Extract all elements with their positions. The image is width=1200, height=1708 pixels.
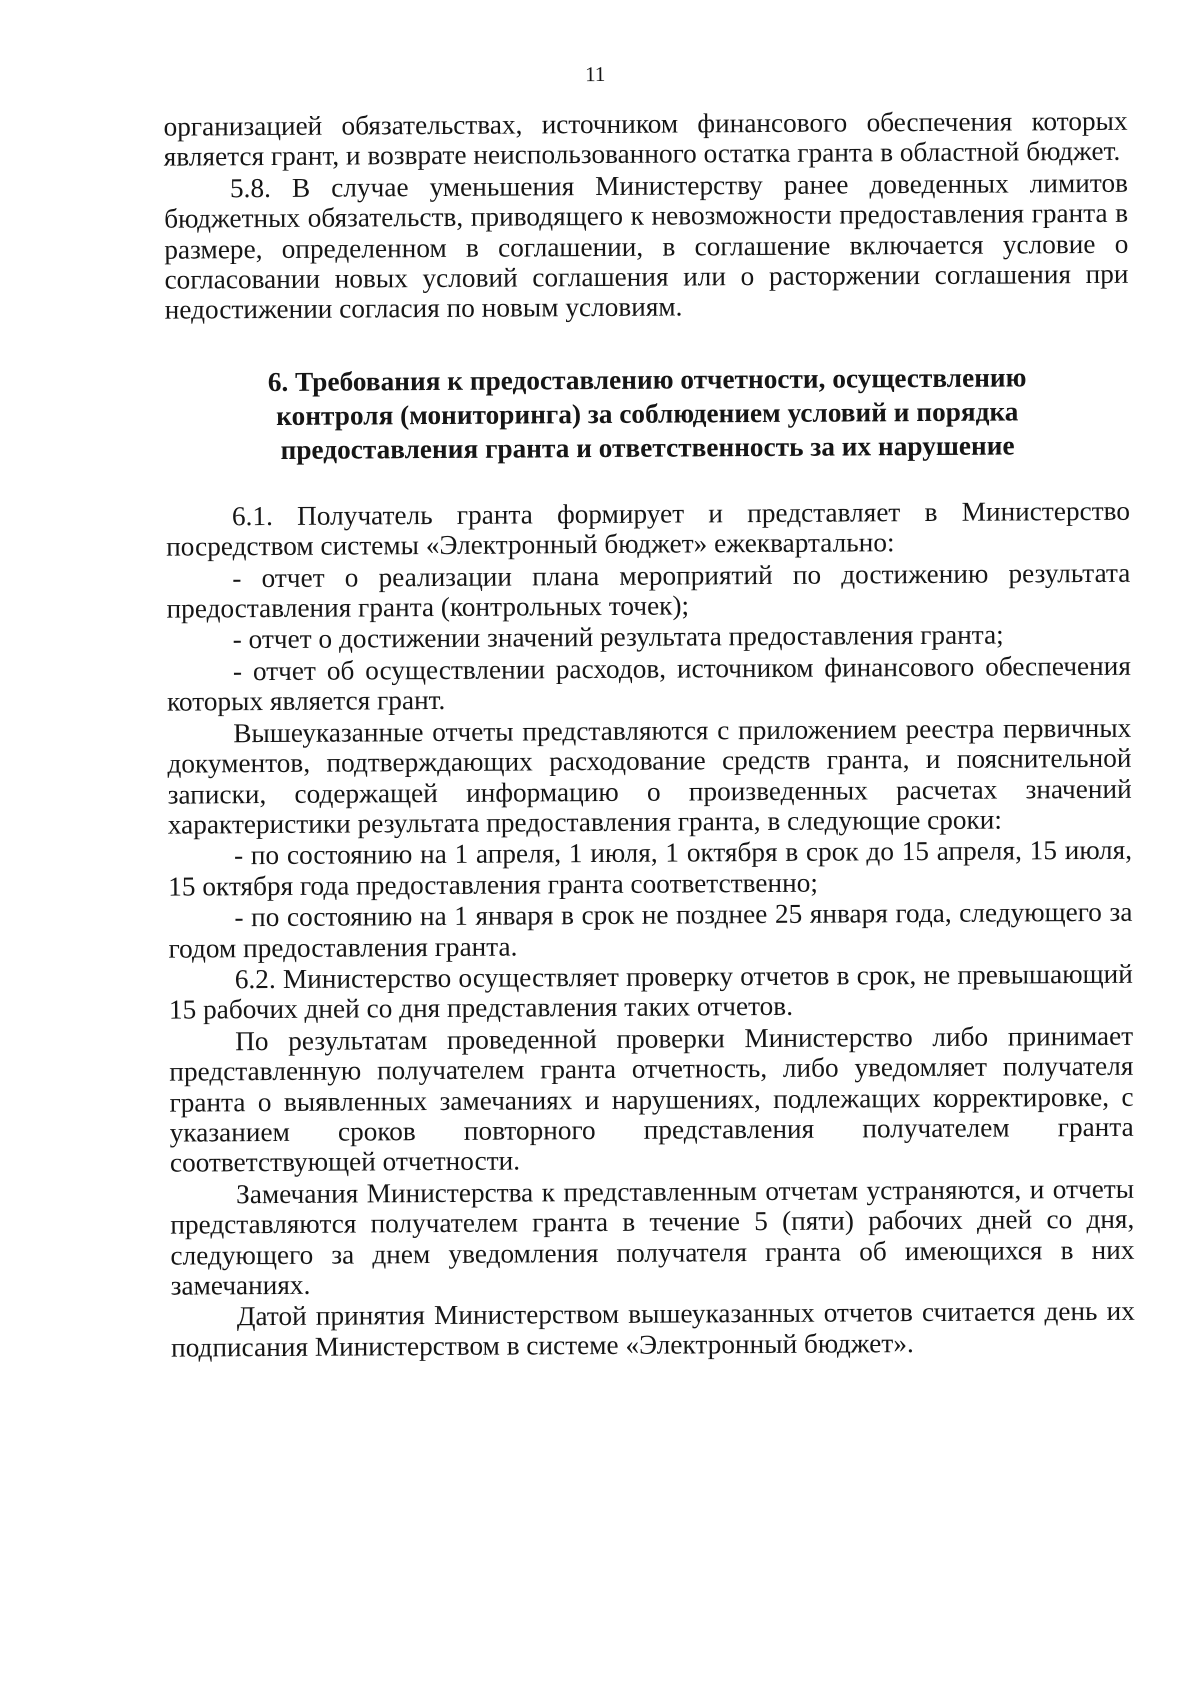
list-item-report-expenses: - отчет об осуществлении расходов, источником финансового обеспечения которых является грант. [166, 650, 1131, 717]
list-item-report-results: - отчет о достижении значений результата предоставления гранта; [232, 619, 1004, 655]
section-heading-line: контроля (мониторинга) за соблюдением условий и порядка [276, 396, 1019, 431]
paragraph-5-8: 5.8. В случае уменьшения Министерству ранее доведенных лимитов бюджетных обязательств, приводящего к невозможности предоставления гранта в размере, определенном в соглашении, в соглашение включается условие о согласовании новых условий соглашения или о расторжении соглашения при недостижении согласия по новым условиям. [164, 167, 1129, 326]
paragraph-6-2: 6.2. Министерство осуществляет проверку отчетов в срок, не превышающий 15 рабочих дней со дня представления таких отчетов. [168, 958, 1133, 1025]
paragraph-reports-attachments: Вышеуказанные отчеты представляются с приложением реестра первичных документов, подтверждающих расходование средств гранта, и пояснительной записки, содержащей информацию о произведенных расчетах значений характеристики результата предоставления гранта, в следующие сроки: [167, 712, 1132, 840]
document-body [163, 106, 1135, 1364]
paragraph-review-results: По результатам проведенной проверки Министерство либо принимает представленную получателем гранта отчетность, либо уведомляет получателя гранта о выявленных замечаниях и нарушениях, подлежащих корректировке, с указанием сроков повторного представления получателем гранта соответствующей отчетности. [169, 1020, 1134, 1179]
list-item-report-plan: - отчет о реализации плана мероприятий по достижению результата предоставления гранта (контрольных точек); [166, 557, 1131, 624]
section-heading-line: предоставления гранта и ответственность за их нарушение [280, 430, 1015, 465]
section-6-heading [165, 360, 1130, 468]
paragraph-acceptance-date: Датой принятия Министерством вышеуказанных отчетов считается день их подписания Министерством в системе «Электронный бюджет». [170, 1296, 1135, 1363]
list-item-quarterly-deadline: - по состоянию на 1 апреля, 1 июля, 1 октября в срок до 15 апреля, 15 июля, 15 октября года предоставления гранта соответственно; [168, 835, 1133, 902]
section-heading-line: 6. Требования к предоставлению отчетности, осуществлению [267, 362, 1027, 397]
paragraph-6-1: 6.1. Получатель гранта формирует и представляет в Министерство посредством системы «Электронный бюджет» ежеквартально: [166, 495, 1131, 562]
paragraph-remarks-fix: Замечания Министерства к представленным отчетам устраняются, и отчеты представляются получателем гранта в течение 5 (пяти) рабочих дней со дня, следующего за днем уведомления получателя гранта об имеющихся в них замечаниях. [170, 1173, 1135, 1301]
paragraph-continuation: организацией обязательствах, источником финансового обеспечения которых является грант, и возврате неиспользованного остатка гранта в областной бюджет. [163, 105, 1128, 173]
page-number: 11 [585, 61, 606, 87]
list-item-annual-deadline: - по состоянию на 1 января в срок не позднее 25 января года, следующего за годом предоставления гранта. [168, 896, 1133, 964]
